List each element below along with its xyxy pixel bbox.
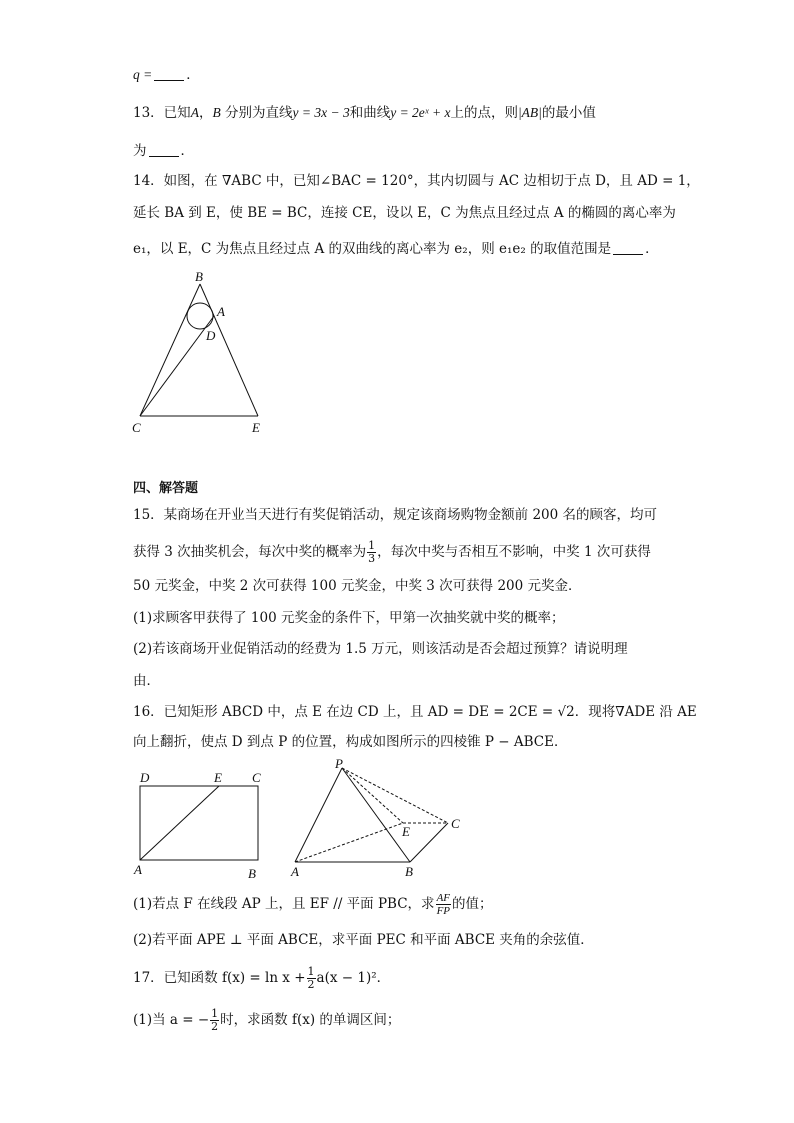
q15-line1: 15．某商场在开业当天进行有奖促销活动，规定该商场购物金额前 200 名的顾客，均可 (133, 507, 658, 523)
q16-line1: 16．已知矩形 ABCD 中，点 E 在边 CD 上，且 AD = DE = 2CE = √2．现将∇ADE 沿 AE (133, 704, 697, 720)
q17-line1 (133, 966, 390, 991)
q-label: q = (133, 67, 153, 82)
edge-pe (342, 768, 403, 823)
q16-part2: (2)若平面 APE ⊥ 平面 ABCE，求平面 PEC 和平面 ABCE 夹角的余弦值． (133, 932, 594, 948)
q15-part1: (1)求顾客甲获得了 100 元奖金的条件下，甲第一次抽奖就中奖的概率； (133, 610, 565, 626)
q13-end: 的最小值 (541, 105, 596, 121)
answer-blank (154, 67, 184, 81)
q15-probability-fraction (367, 540, 376, 565)
section-title: 四、解答题 (133, 481, 199, 496)
q14-line2: 延长 BA 到 E，使 BE = BC，连接 CE，设以 E，C 为焦点且经过点 A 的椭圆的离心率为 (133, 205, 676, 221)
label-a: A (217, 304, 225, 319)
q13-line2: 为 ． (133, 143, 194, 159)
edge-be (200, 284, 258, 416)
q14-line3-text: e₁，以 E，C 为焦点且经过点 A 的双曲线的离心率为 e₂，则 e₁e₂ 的取值范围是 (133, 241, 612, 257)
q16-part1 (133, 892, 493, 917)
q13-num: 13．已知 (133, 105, 191, 121)
frac-den: 2 (307, 978, 315, 991)
frac-num: 1 (211, 1007, 219, 1020)
q16-pyramid-figure (285, 756, 470, 882)
q16-ratio-fraction (436, 892, 451, 917)
rect-abcd (140, 786, 258, 860)
label-b: B (248, 866, 256, 881)
frac-den: FP (436, 905, 451, 917)
q15-part2: (2)若该商场开业促销活动的经费为 1.5 万元，则该活动是否会超过预算？请说明理 (133, 641, 628, 657)
q15-line2a: 获得 3 次抽奖机会，每次中奖的概率为 (133, 544, 367, 560)
q17-part1 (133, 1008, 400, 1033)
segment-ae (140, 786, 219, 860)
edge-pb (342, 768, 410, 862)
frac-num: 1 (307, 965, 315, 978)
label-a: A (134, 862, 142, 877)
q15-line2b: ，每次中奖与否相互不影响，中奖 1 次可获得 (377, 544, 651, 560)
frac-num: AF (436, 892, 451, 904)
label-p: P (335, 756, 343, 771)
q17-line1a: 17．已知函数 f(x) = ln x + (133, 970, 306, 986)
q13-sep: ， (198, 105, 213, 121)
answer-blank (149, 143, 179, 157)
q13-mid3: 上的点，则 (450, 105, 518, 121)
q17-line1b: a(x − 1)²． (316, 970, 391, 986)
frac-num: 1 (368, 539, 376, 552)
q15-line3: 50 元奖金，中奖 2 次可获得 100 元奖金，中奖 3 次可获得 200 元奖金． (133, 578, 582, 594)
q14-line1: 14．如图，在 ∇ABC 中，已知∠BAC = 120°，其内切圆与 AC 边相切于点 D，且 AD = 1， (133, 173, 700, 189)
label-a: A (291, 864, 299, 879)
incircle (187, 303, 213, 329)
q17-part1a: (1)当 a = − (133, 1012, 210, 1028)
label-d: D (206, 328, 216, 343)
edge-bc (140, 284, 200, 416)
frac-den: 3 (368, 552, 376, 565)
q16-part1a: (1)若点 F 在线段 AP 上，且 EF // 平面 PBC，求 (133, 896, 435, 912)
q16-line2: 向上翻折，使点 D 到点 P 的位置，构成如图所示的四棱锥 P − ABCE． (133, 734, 568, 750)
label-e: E (214, 770, 222, 785)
q14-triangle-figure (128, 266, 278, 436)
q16-part1b: 的值； (452, 896, 493, 912)
q15-part2-cont: 由． (133, 673, 160, 689)
label-b: B (405, 864, 413, 879)
q13-point-a: A (190, 105, 199, 120)
q14-line3: e₁，以 E，C 为焦点且经过点 A 的双曲线的离心率为 e₂，则 e₁e₂ 的取值范围是 ． (133, 241, 659, 257)
q16-rectangle-figure (130, 766, 275, 882)
q17-a-fraction (210, 1008, 219, 1033)
label-c: C (252, 770, 261, 785)
edge-pc (342, 768, 448, 823)
label-d: D (140, 770, 150, 785)
label-c: C (451, 816, 460, 831)
label-e: E (252, 420, 260, 435)
label-c: C (132, 420, 141, 435)
answer-blank (613, 241, 643, 255)
q13-line2-text: 为 (133, 143, 147, 159)
frac-den: 2 (211, 1020, 219, 1033)
q13-eq-line: y = 3x − 3 (292, 105, 350, 120)
q13-mid2: 和曲线 (349, 105, 391, 121)
q13-line1 (133, 104, 596, 122)
edge-ca (140, 316, 214, 416)
label-e: E (402, 824, 410, 839)
q17-part1b: 时，求函数 f(x) 的单调区间； (220, 1012, 401, 1028)
q13-point-b: B (212, 105, 221, 120)
label-b: B (195, 269, 203, 284)
edge-bc (410, 823, 448, 862)
q13-abs: |AB| (517, 105, 542, 120)
q17-half-fraction (307, 966, 316, 991)
q13-eq-curve: y = 2eˣ + x (390, 105, 451, 120)
q13-mid1: 分别为直线 (220, 105, 293, 121)
q12-answer-line: q = ． (133, 67, 200, 83)
q15-line2 (133, 540, 651, 565)
